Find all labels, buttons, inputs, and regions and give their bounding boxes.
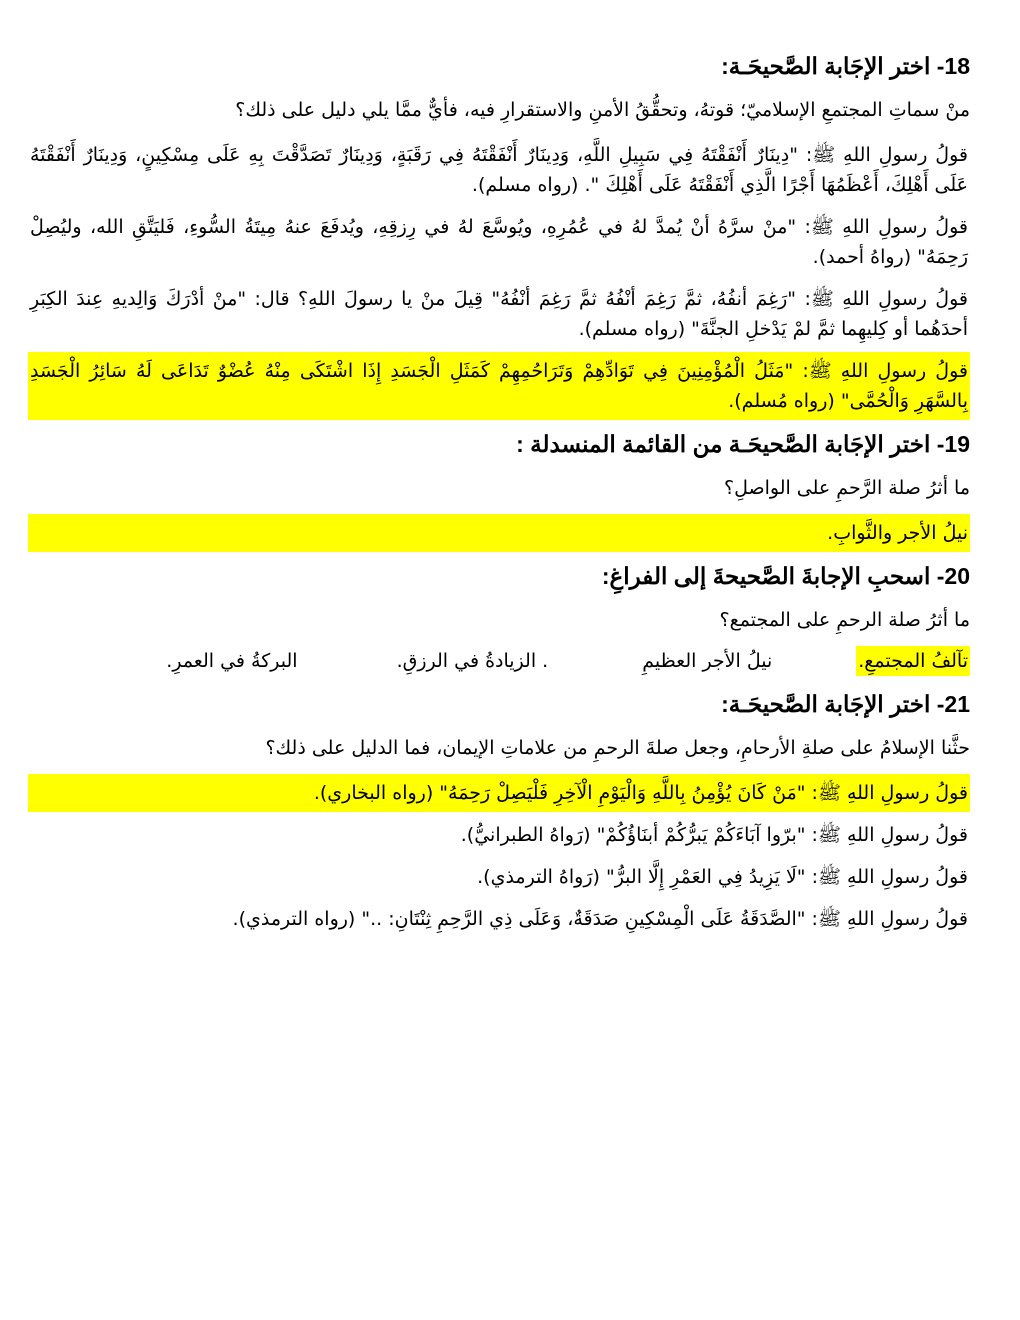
q21-question: حثَّنا الإسلامُ على صلةِ الأرحامِ، وجعل صلةَ الرحمِ من علاماتِ الإيمان، فما الدليل على ذلك؟ bbox=[265, 737, 970, 759]
q20-heading bbox=[28, 556, 970, 596]
q20-choice-correct[interactable]: تآلفُ المجتمعِ. bbox=[856, 646, 970, 676]
q20-choice-2[interactable]: نيلُ الأجر العظيمِ bbox=[642, 650, 773, 672]
q18-title: اختر الإجَابة الصَّحيحَـة: bbox=[721, 53, 931, 79]
q20-choice-3[interactable]: . الزيادةُ في الرزقِ. bbox=[396, 650, 549, 672]
q21-option-1-selected[interactable]: قولُ رسولِ اللهِ ﷺ: "مَنْ كَانَ يُؤْمِنُ بِاللَّهِ وَالْيَوْمِ الْآخِرِ فَلْيَصِلْ رَحِمَهُ" (رواه البخاري). bbox=[28, 774, 970, 812]
q21-option-3[interactable]: قولُ رسولِ اللهِ ﷺ: "لَا يَزِيدُ فِي العَمْرِ إِلَّا البرُّ" (رَواهُ الترمذي). bbox=[477, 866, 968, 888]
q20-drag-choices bbox=[28, 646, 970, 676]
q19-title: اختر الإجَابة الصَّحيحَـة من القائمة المنسدلة : bbox=[516, 431, 931, 457]
q21-number: 21- bbox=[936, 691, 970, 717]
q18-option-2[interactable]: قولُ رسولِ اللهِ ﷺ: "منْ سرَّهُ أنْ يُمدَّ لهُ في عُمُرِهِ، ويُوسَّعَ لهُ في رِزقِهِ، ويُدفَعَ عنهُ مِيتَةُ السُّوءِ، فَليَتَّقِ الله، وليُصِلْ رَحِمَهُ" (رواهُ أحمد). bbox=[30, 216, 968, 268]
q20-number: 20- bbox=[936, 563, 970, 589]
q21-option-2[interactable]: قولُ رسولِ اللهِ ﷺ: "برّوا آبَاءَكُمْ يَبرُّكُمْ أبنَاؤُكُمْ" (رَواهُ الطبرانيُّ). bbox=[460, 824, 968, 846]
document-body bbox=[28, 46, 970, 942]
q18-question: منْ سماتِ المجتمعِ الإسلاميّ؛ قوتهُ، وتحقُّقُ الأمنِ والاستقرارِ فيه، فأيٌّ ممَّا يلي دليل على ذلك؟ bbox=[235, 99, 970, 121]
q19-dropdown-answer[interactable]: نيلُ الأجر والثَّوابِ. bbox=[28, 514, 970, 552]
q18-heading bbox=[28, 46, 970, 86]
q19-number: 19- bbox=[936, 431, 970, 457]
q18-option-3[interactable]: قولُ رسولِ اللهِ ﷺ: "رَغِمَ أنفُهُ، ثمَّ رَغِمَ أنْفُهُ ثمَّ رَغِمَ أنْفُهُ" قِيلَ منْ يا رسولَ اللهِ؟ قال: "منْ أدْرَكَ وَالِديهِ عِندَ الكِبَرِ أحدَهُما أو كِليهِما ثمَّ لمْ يَدْخلِ الجنَّةَ" (رواه مسلم). bbox=[30, 288, 968, 340]
q18-number: 18- bbox=[936, 53, 970, 79]
q18-option-1[interactable]: قولُ رسولِ اللهِ ﷺ: "دِينَارٌ أَنْفَقْتَهُ فِي سَبِيلِ اللَّهِ، وَدِينَارٌ أَنْفَقْتَهُ فِي رَقَبَةٍ، وَدِينَارٌ تَصَدَّقْتَ بِهِ عَلَى مِسْكِينٍ، وَدِينَارٌ أَنْفَقْتَهُ عَلَى أَهْلِكَ، أَعْظَمُهَا أَجْرًا الَّذِي أَنْفَقْتَهُ عَلَى أَهْلِكَ ". (رواه مسلم). bbox=[30, 144, 968, 196]
q20-title: اسحبِ الإجابةَ الصَّحيحةَ إلى الفراغِ: bbox=[601, 563, 931, 589]
q20-choice-4[interactable]: البركةُ في العمرِ. bbox=[166, 650, 298, 672]
q20-question: ما أثرُ صلة الرحمِ على المجتمع؟ bbox=[719, 609, 970, 631]
q21-title: اختر الإجَابة الصَّحيحَـة: bbox=[721, 691, 931, 717]
q21-option-4[interactable]: قولُ رسولِ اللهِ ﷺ: "الصَّدَقَةُ عَلَى الْمِسْكِينِ صَدَقَةٌ، وَعَلَى ذِي الرَّحِمِ ثِنْتَانِ: .." (رواه الترمذي). bbox=[232, 908, 968, 930]
q19-question: ما أثرُ صلة الرَّحمِ على الواصلِ؟ bbox=[724, 477, 970, 499]
q19-heading bbox=[28, 424, 970, 464]
q18-option-4-selected[interactable]: قولُ رسولِ اللهِ ﷺ: "مَثَلُ الْمُؤْمِنِينَ فِي تَوَادِّهِمْ وَتَرَاحُمِهِمْ كَمَثَلِ الْجَسَدِ إِذَا اشْتَكَى مِنْهُ عُضْوٌ تَدَاعَى لَهُ سَائِرُ الْجَسَدِ بِالسَّهَرِ وَالْحُمَّى" (رواه مُسلم). bbox=[28, 352, 970, 420]
q21-heading bbox=[28, 684, 970, 724]
